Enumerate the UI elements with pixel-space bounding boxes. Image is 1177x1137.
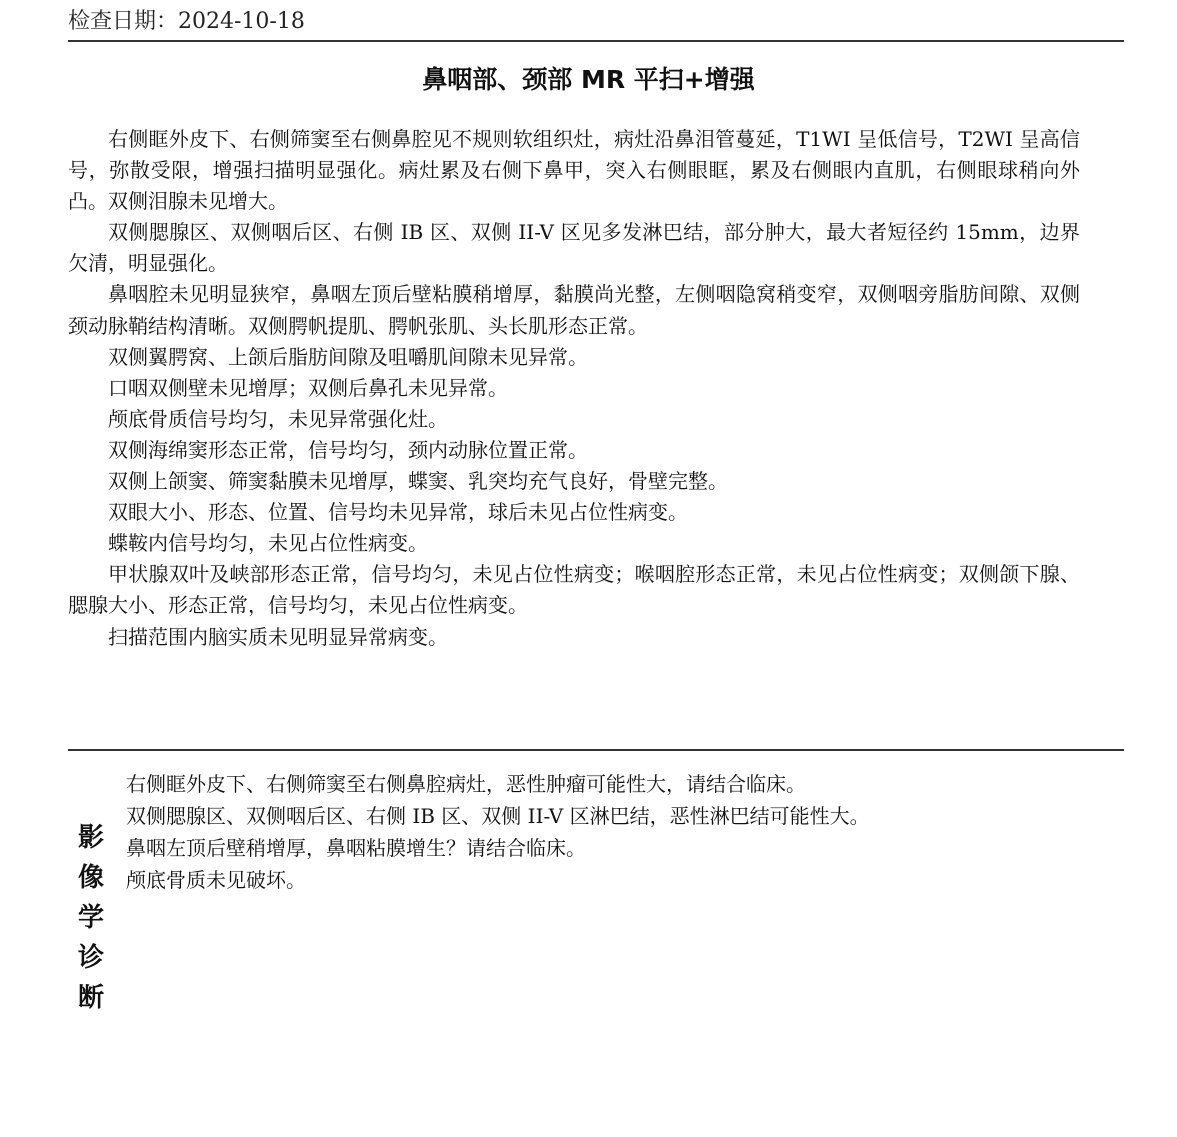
findings-paragraph: 右侧眶外皮下、右侧筛窦至右侧鼻腔见不规则软组织灶，病灶沿鼻泪管蔓延，T1WI 呈低信号，T2WI 呈高信号，弥散受限，增强扫描明显强化。病灶累及右侧下鼻甲，突入右侧眼眶，累及右侧眼内直肌，右侧眼球稍向外凸。双侧泪腺未见增大。 [68,127,1080,214]
findings-paragraph: 鼻咽腔未见明显狭窄，鼻咽左顶后壁粘膜稍增厚，黏膜尚光整，左侧咽隐窝稍变窄，双侧咽旁脂肪间隙、双侧颈动脉鞘结构清晰。双侧腭帆提肌、腭帆张肌、头长肌形态正常。 [68,282,1080,338]
findings-section [68,124,1080,653]
findings-paragraph: 颅底骨质信号均匀，未见异常强化灶。 [108,406,448,431]
findings-paragraph: 扫描范围内脑实质未见明显异常病变。 [108,624,448,649]
section-rule [68,749,1124,751]
impression-label-char: 诊 [77,943,104,973]
impression-label-char: 学 [77,903,104,933]
impression-label [74,818,108,1018]
impression-section [126,768,1116,896]
findings-paragraph: 双眼大小、形态、位置、信号均未见异常，球后未见占位性病变。 [108,500,688,525]
findings-paragraph: 双侧上颌窦、筛窦黏膜未见增厚，蝶窦、乳突均充气良好，骨壁完整。 [108,469,728,494]
impression-line: 颅底骨质未见破坏。 [126,868,306,892]
impression-line: 鼻咽左顶后壁稍增厚，鼻咽粘膜增生？请结合临床。 [126,836,586,860]
findings-paragraph: 双侧腮腺区、双侧咽后区、右侧 IB 区、双侧 II-V 区见多发淋巴结，部分肿大，最大者短径约 15mm，边界欠清，明显强化。 [68,220,1080,276]
findings-paragraph: 甲状腺双叶及峡部形态正常，信号均匀，未见占位性病变；喉咽腔形态正常，未见占位性病变；双侧颌下腺、腮腺大小、形态正常，信号均匀，未见占位性病变。 [68,562,1080,618]
exam-date: 检查日期：2024-10-18 [68,9,305,34]
impression-line: 右侧眶外皮下、右侧筛窦至右侧鼻腔病灶，恶性肿瘤可能性大，请结合临床。 [126,772,806,796]
impression-label-char: 断 [77,983,104,1013]
findings-paragraph: 双侧海绵窦形态正常，信号均匀，颈内动脉位置正常。 [108,437,588,462]
findings-paragraph: 双侧翼腭窝、上颌后脂肪间隙及咀嚼肌间隙未见异常。 [108,344,588,369]
impression-label-char: 像 [77,863,104,893]
findings-paragraph: 口咽双侧壁未见增厚；双侧后鼻孔未见异常。 [108,375,508,400]
header-rule [68,40,1124,42]
impression-line: 双侧腮腺区、双侧咽后区、右侧 IB 区、双侧 II-V 区淋巴结，恶性淋巴结可能性大。 [126,804,870,828]
findings-paragraph: 蝶鞍内信号均匀，未见占位性病变。 [108,531,428,556]
impression-label-char: 影 [77,823,104,853]
report-title: 鼻咽部、颈部 MR 平扫+增强 [422,65,755,94]
